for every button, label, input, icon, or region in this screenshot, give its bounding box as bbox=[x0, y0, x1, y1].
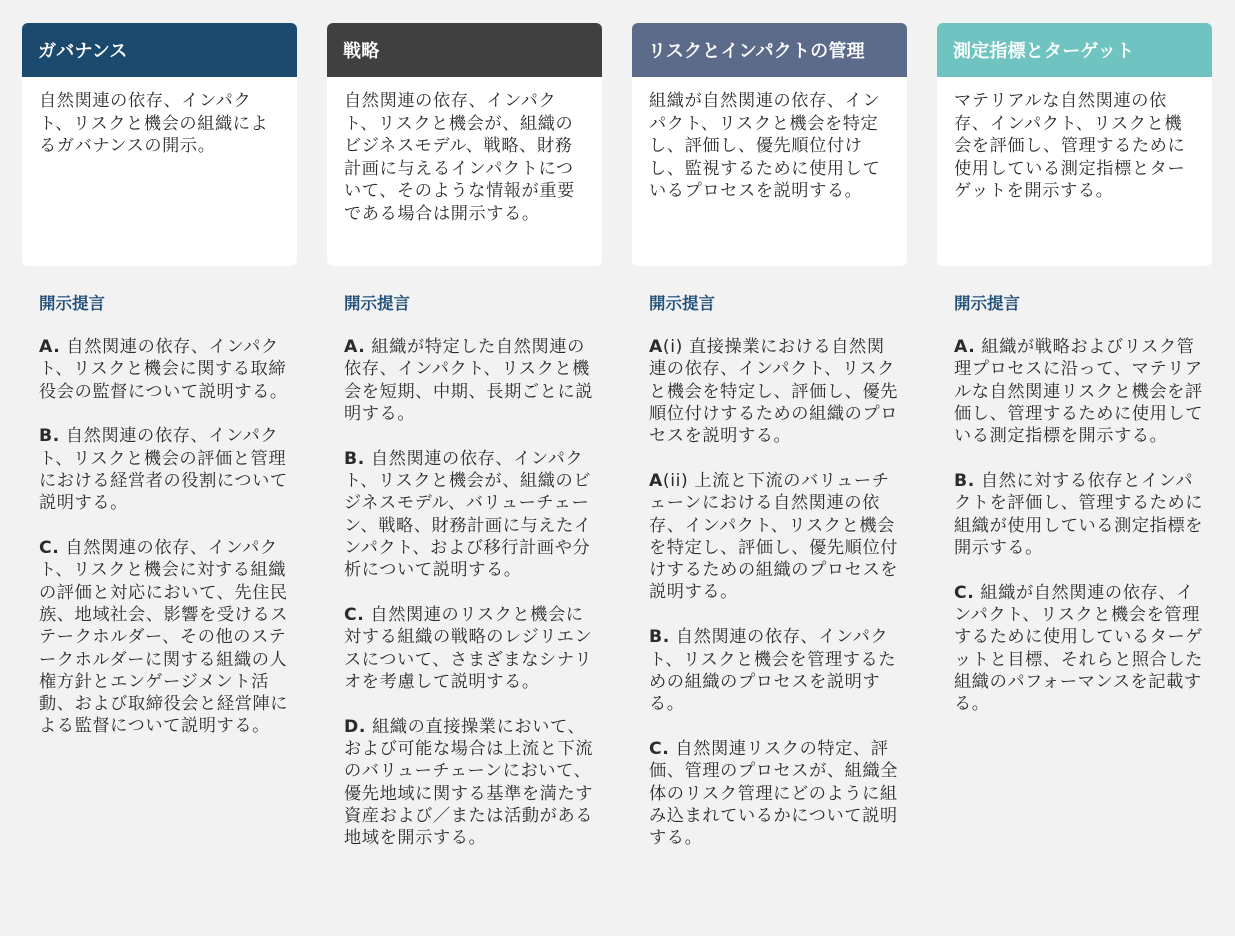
recommendation-item bbox=[344, 716, 594, 850]
recommendation-item bbox=[649, 336, 899, 447]
recommendation-text: 自然関連の依存、インパクト、リスクと機会に対する組織の評価と対応において、先住民族、地域社会、影響を受けるステークホルダー、その他のステークホルダーに関する組織の人権方針とエンゲージメント活動、および取締役会と経営陣による監督について説明する。 bbox=[39, 538, 289, 737]
pillar-governance bbox=[22, 23, 297, 872]
recommendation-label: A bbox=[649, 337, 663, 357]
pillar-header bbox=[327, 23, 602, 77]
pillar-card bbox=[327, 23, 602, 266]
pillars-grid bbox=[22, 23, 1212, 872]
recommendation-label: C. bbox=[344, 604, 365, 625]
recommendations-title: 開示提言 bbox=[649, 294, 715, 313]
recommendation-item bbox=[954, 582, 1204, 716]
pillar-header bbox=[937, 23, 1212, 77]
recommendations-title: 開示提言 bbox=[954, 294, 1020, 313]
recommendation-label: B. bbox=[954, 470, 975, 491]
recommendation-label: C. bbox=[649, 738, 670, 759]
recommendations-list bbox=[39, 336, 289, 738]
recommendation-label: A. bbox=[39, 337, 61, 357]
recommendation-text: 自然に対する依存とインパクトを評価し、管理するために組織が使用している測定指標を開示する。 bbox=[954, 470, 1204, 558]
recommendation-text: 自然関連リスクの特定、評価、管理のプロセスが、組織全体のリスク管理にどのように組み込まれているかについて説明する。 bbox=[649, 738, 899, 849]
recommendation-label: A. bbox=[344, 337, 366, 357]
recommendation-text: 組織の直接操業において、および可能な場合は上流と下流のバリューチェーンにおいて、優先地域に関する基準を満たす資産および／または活動がある地域を開示する。 bbox=[344, 716, 594, 849]
recommendation-label: B. bbox=[649, 627, 670, 648]
recommendation-text: (i) 直接操業における自然関連の依存、インパクト、リスクと機会を特定し、評価し、優先順位付けするための組織のプロセスを説明する。 bbox=[649, 337, 899, 447]
recommendation-item bbox=[649, 626, 899, 715]
pillar-description: 自然関連の依存、インパクト、リスクと機会の組織によるガバナンスの開示。 bbox=[39, 91, 269, 157]
pillar-description: 自然関連の依存、インパクト、リスクと機会が、組織のビジネスモデル、戦略、財務計画に与えるインパクトについて、そのような情報が重要である場合は開示する。 bbox=[344, 91, 575, 224]
recommendations-list bbox=[344, 336, 594, 849]
recommendation-item bbox=[344, 336, 594, 425]
pillar-description: マテリアルな自然関連の依存、インパクト、リスクと機会を評価し、管理するために使用している測定指標とターゲットを開示する。 bbox=[954, 91, 1186, 202]
recommendation-label: A. bbox=[954, 337, 976, 357]
recommendation-label: A bbox=[649, 470, 663, 491]
recommendations-title: 開示提言 bbox=[39, 294, 105, 313]
recommendation-item bbox=[344, 604, 594, 693]
recommendation-text: 組織が特定した自然関連の依存、インパクト、リスクと機会を短期、中期、長期ごとに説明する。 bbox=[344, 337, 594, 424]
pillar-card bbox=[937, 23, 1212, 266]
recommendation-label: C. bbox=[39, 538, 60, 559]
pillar-title: リスクとインパクトの管理 bbox=[648, 41, 865, 62]
pillar-title: ガバナンス bbox=[38, 41, 128, 62]
recommendation-item bbox=[649, 738, 899, 849]
recommendations-list bbox=[649, 336, 899, 849]
recommendation-item bbox=[39, 425, 289, 514]
recommendation-text: 自然関連の依存、インパクト、リスクと機会に関する取締役会の監督について説明する。 bbox=[39, 337, 288, 402]
recommendations-list bbox=[954, 336, 1204, 715]
recommendation-text: 自然関連の依存、インパクト、リスクと機会を管理するための組織のプロセスを説明する。 bbox=[649, 627, 897, 715]
recommendation-item bbox=[39, 537, 289, 738]
recommendation-text: 自然関連の依存、インパクト、リスクと機会が、組織のビジネスモデル、バリューチェーン、戦略、財務計画に与えたインパクト、および移行計画や分析について説明する。 bbox=[344, 448, 592, 581]
pillar-card bbox=[632, 23, 907, 266]
recommendation-label: C. bbox=[954, 582, 975, 603]
pillar-title: 戦略 bbox=[343, 41, 380, 62]
pillar-header bbox=[22, 23, 297, 77]
recommendation-text: (ii) 上流と下流のバリューチェーンにおける自然関連の依存、インパクト、リスクと機会を特定し、評価し、優先順位付けするための組織のプロセスを説明する。 bbox=[649, 470, 899, 603]
pillar-description: 組織が自然関連の依存、インパクト、リスクと機会を特定し、評価し、優先順位付けし、監視するために使用しているプロセスを説明する。 bbox=[649, 91, 881, 202]
recommendation-label: D. bbox=[344, 716, 366, 737]
recommendation-text: 自然関連のリスクと機会に対する組織の戦略のレジリエンスについて、さまざまなシナリオを考慮して説明する。 bbox=[344, 604, 593, 692]
recommendation-item bbox=[344, 448, 594, 582]
recommendation-label: B. bbox=[39, 426, 60, 447]
recommendation-text: 自然関連の依存、インパクト、リスクと機会の評価と管理における経営者の役割について説明する。 bbox=[39, 426, 288, 514]
recommendation-item bbox=[649, 470, 899, 604]
recommendation-item bbox=[954, 336, 1204, 447]
recommendation-item bbox=[39, 336, 289, 403]
recommendation-label: B. bbox=[344, 448, 365, 469]
pillar-card bbox=[22, 23, 297, 266]
recommendations-title: 開示提言 bbox=[344, 294, 410, 313]
pillar-risk-impact-management bbox=[632, 23, 907, 872]
pillar-metrics-targets bbox=[937, 23, 1212, 872]
pillar-title: 測定指標とターゲット bbox=[953, 41, 1135, 62]
pillar-header bbox=[632, 23, 907, 77]
recommendation-item bbox=[954, 470, 1204, 559]
recommendation-text: 組織が戦略およびリスク管理プロセスに沿って、マテリアルな自然関連リスクと機会を評価し、管理するために使用している測定指標を開示する。 bbox=[954, 337, 1204, 447]
pillar-strategy bbox=[327, 23, 602, 872]
recommendation-text: 組織が自然関連の依存、インパクト、リスクと機会を管理するために使用しているターゲットと目標、それらと照合した組織のパフォーマンスを記載する。 bbox=[954, 582, 1204, 715]
